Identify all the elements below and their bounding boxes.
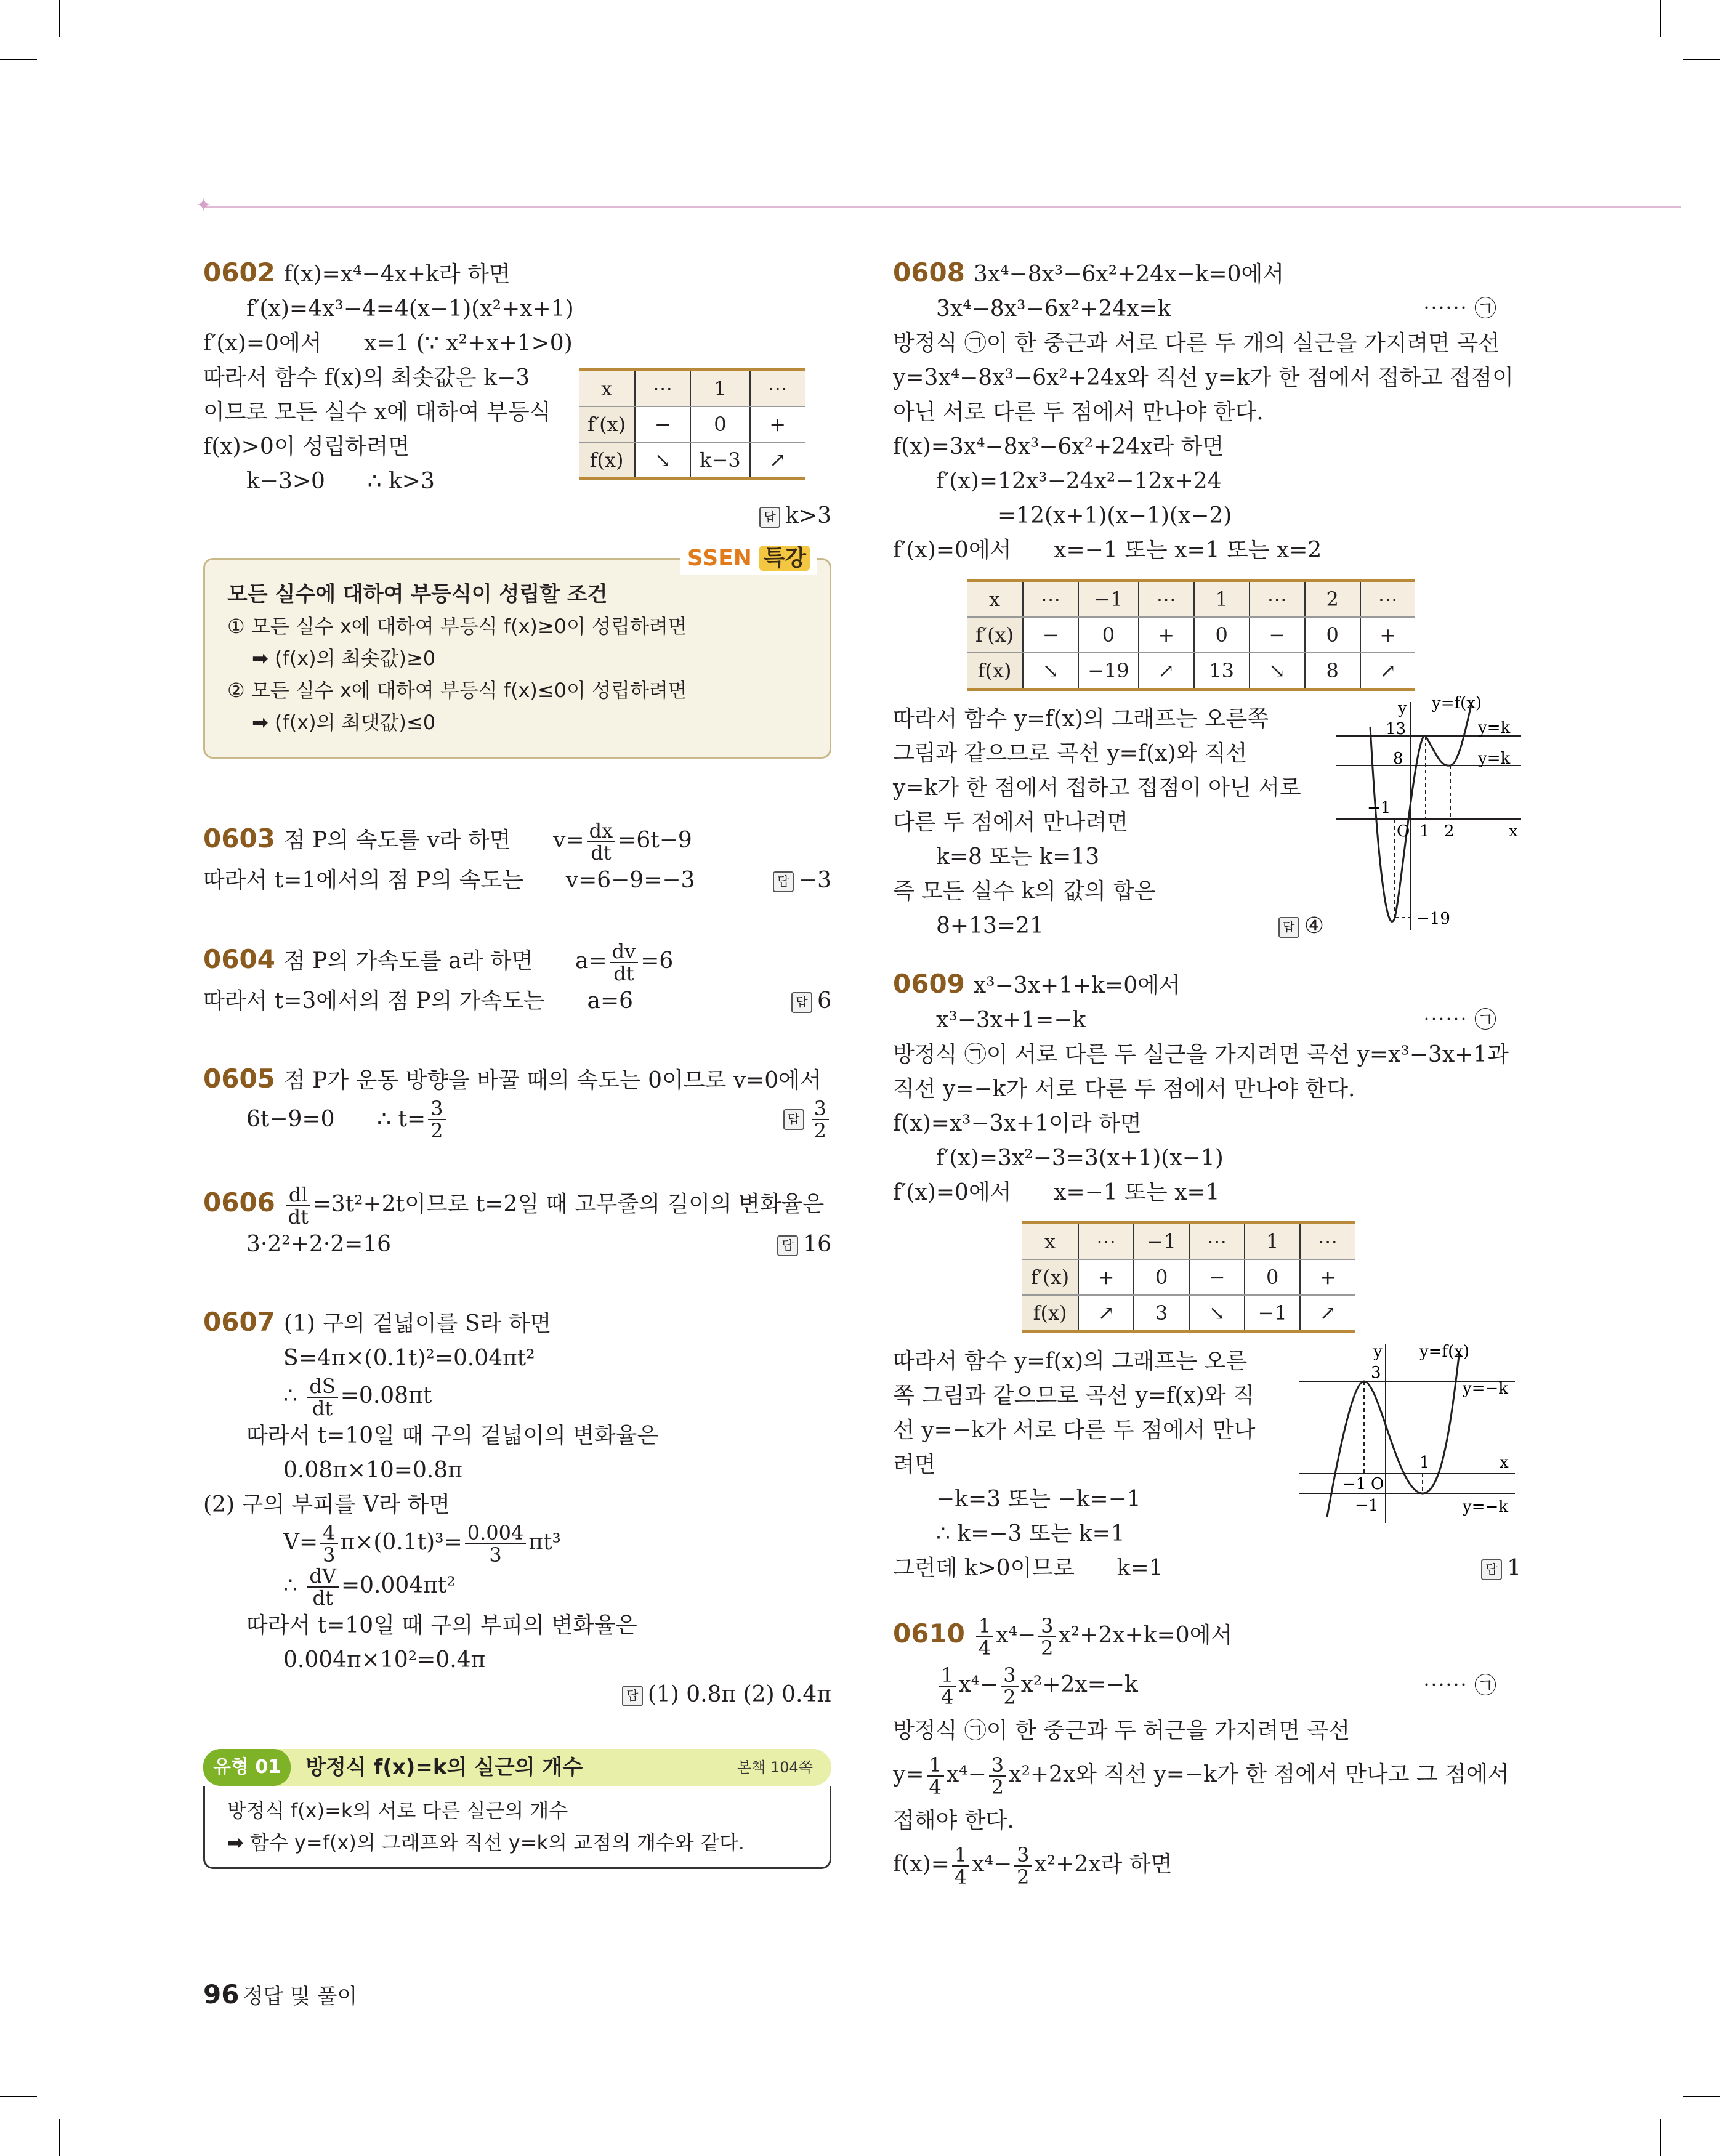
line: f′(x)=3x²−3=3(x+1)(x−1): [936, 1145, 1224, 1171]
answer-value: (1) 0.8π (2) 0.4π: [647, 1682, 831, 1707]
line: −k=3 또는 −k=−1: [936, 1487, 1141, 1512]
graph-0608: [1324, 690, 1527, 936]
line: f(x)=3x⁴−8x³−6x²+24x라 하면: [893, 434, 1224, 459]
line: f′(x)=4x³−4=4(x−1)(x²+x+1): [246, 296, 574, 321]
answer: [203, 1678, 831, 1712]
line: f(x)=x³−3x+1이라 하면: [893, 1111, 1142, 1136]
crop-mark: [0, 2096, 37, 2097]
problem-0607: 0607 (1) 구의 겉넓이를 S라 하면 S=4π×(0.1t)²=0.04πt² ∴ $\frac{dS}{dt}$ =0.08πt 따라서 t=10일 때 구의 겉넓이의 변화율은 0.08π×10=0.8π (2) 구의 부피를 V라 하면 V= $\frac{4}{3}$ π×(0.1t)³= $\frac{0.004}{3}$ πt³ ∴ $\frac{dV}{dt}$ =0.004πt² 따라서 t=10일 때 구의 부피의 변화율은 0.004π×10²=0.4π 답 (1) 0.8π (2) 0.4π: [203, 1305, 831, 1712]
line: 3·2²+2·2=16: [246, 1232, 392, 1257]
line: 그림과 같으므로 곡선 y=f(x)와 직선: [893, 741, 1248, 766]
crop-mark: [59, 0, 60, 37]
line: 0.004π×10²=0.4π: [283, 1647, 486, 1673]
answer-icon: 답: [777, 1235, 798, 1256]
label-x1: 1: [1419, 1453, 1430, 1472]
label-yk1: y=−k: [1463, 1379, 1509, 1398]
footer-label: 정답 및 풀이: [243, 1984, 358, 2009]
problem-number: 0607: [203, 1307, 275, 1337]
line: 방정식 ㉠이 서로 다른 두 실근을 가지려면 곡선 y=x³−3x+1과: [893, 1042, 1509, 1067]
line: 아닌 서로 다른 두 점에서 만나야 한다.: [893, 400, 1264, 425]
sen-badge: SSEN 특강: [680, 543, 817, 575]
line: 따라서 t=3에서의 점 P의 가속도는 a=6: [203, 988, 634, 1014]
line: f′(x)=0에서 x=−1 또는 x=1: [893, 1180, 1220, 1205]
line: 따라서 함수 f(x)의 최솟값은 k−3: [203, 365, 530, 390]
line: f′(x)=0에서 x=−1 또는 x=1 또는 x=2: [893, 538, 1322, 563]
label-y: y: [1398, 699, 1407, 717]
label-x2: 2: [1444, 822, 1455, 841]
type-desc: [203, 1786, 831, 1869]
label-x1: 1: [1419, 822, 1430, 841]
line: ∴ k=−3 또는 k=1: [936, 1521, 1125, 1546]
answer-value: k>3: [785, 503, 831, 528]
answer-icon: 답: [622, 1686, 643, 1706]
line: k−3>0 ∴ k>3: [246, 469, 435, 494]
line: k=8 또는 k=13: [936, 844, 1100, 870]
label-fn: y=f(x): [1432, 694, 1482, 713]
label-yk2: y=k: [1478, 749, 1511, 768]
problem-number: 0610: [893, 1618, 965, 1649]
answer-value: 6: [817, 988, 831, 1014]
problem-number: 0603: [203, 823, 275, 854]
label-fn: y=f(x): [1419, 1342, 1470, 1361]
header-rule: [203, 206, 1681, 208]
problem-0606: 0606 $\frac{dl}{dt}$ =3t²+2t이므로 t=2일 때 고무줄의 길이의 변화율은 3·2²+2·2=16 답 16: [203, 1184, 831, 1262]
type-section: [203, 1749, 831, 1869]
label-m1: −1: [1342, 1475, 1367, 1493]
left-column: [203, 256, 831, 1869]
answer-icon: 답: [759, 507, 780, 528]
answer-value: 1: [1507, 1556, 1521, 1581]
line: (2) 구의 부피를 V라 하면: [203, 1492, 450, 1517]
line: f(x)=x⁴−4x+k라 하면: [283, 262, 511, 287]
label-y: y: [1373, 1342, 1383, 1361]
type-desc-line: 방정식 f(x)=k의 서로 다른 실근의 개수: [227, 1799, 568, 1822]
line: 그런데 k>0이므로 k=1: [893, 1556, 1163, 1581]
line: 따라서 함수 y=f(x)의 그래프는 오른쪽: [893, 706, 1269, 732]
problem-number: 0606: [203, 1187, 275, 1217]
variation-table: x ⋯ 1 ⋯ f′(x) − 0 + f(x) ↘ k−3 ↗: [579, 368, 805, 480]
type-badge: 유형 01: [203, 1749, 291, 1786]
line: 방정식 ㉠이 한 중근과 두 허근을 가지려면 곡선: [893, 1718, 1351, 1743]
problem-number: 0605: [203, 1064, 275, 1094]
type-desc-line: ➡ 함수 y=f(x)의 그래프와 직선 y=k의 교점의 개수와 같다.: [227, 1831, 745, 1854]
crop-mark: [1660, 0, 1661, 37]
answer-icon: 답: [791, 992, 812, 1013]
line: 즉 모든 실수 k의 값의 합은: [893, 879, 1156, 904]
answer-value: 16: [803, 1232, 831, 1257]
label-3: 3: [1371, 1363, 1381, 1382]
variation-table: x ⋯ −1 ⋯ 1 ⋯ f′(x) + 0 − 0 + f(x) ↗ 3 ↘ −1 ↗: [1022, 1221, 1355, 1333]
line: f′(x)=12x³−24x²−12x+24: [936, 469, 1222, 494]
graph-0609: [1293, 1332, 1521, 1535]
line: 0.08π×10=0.8π: [283, 1458, 462, 1483]
answer-icon: 답: [783, 1109, 804, 1130]
line: 따라서 t=10일 때 구의 겉넓이의 변화율은: [246, 1423, 659, 1448]
right-column: [893, 256, 1521, 1888]
crop-mark: [1683, 2096, 1720, 2097]
line: 6t−9=0 ∴ t=: [246, 1107, 426, 1132]
page-footer: [203, 1979, 357, 2009]
label-x: x: [1509, 822, 1518, 841]
problem-0602: [203, 256, 831, 533]
label-ym1: −1: [1355, 1496, 1379, 1515]
line: 다른 두 점에서 만나려면: [893, 810, 1129, 835]
line: 접해야 한다.: [893, 1808, 1014, 1833]
line: f(x)>0이 성립하려면: [203, 434, 410, 459]
line: 이므로 모든 실수 x에 대하여 부등식: [203, 400, 551, 425]
line: 방정식 ㉠이 한 중근과 서로 다른 두 개의 실근을 가지려면 곡선: [893, 331, 1500, 356]
line: 직선 y=−k가 서로 다른 두 점에서 만나야 한다.: [893, 1076, 1355, 1102]
type-bar: [203, 1749, 831, 1786]
problem-number: 0608: [893, 257, 965, 288]
crop-mark: [1683, 59, 1720, 60]
tip-line: ② 모든 실수 x에 대하여 부등식 f(x)≤0이 성립하려면: [227, 679, 687, 702]
page-number: 96: [203, 1979, 240, 2009]
problem-0608: 0608 3x⁴−8x³−6x²+24x−k=0에서 3x⁴−8x³−6x²+24x=k ⋯⋯ ㉠ 방정식 ㉠이 한 중근과 서로 다른 두 개의 실근을 가지려면 곡선 y=3x⁴−8x³−6x²+24x와 직선 y=k가 한 점에서 접하고 접점이 아닌 서로 다른 두 점에서 만나야 한다. f(x)=3x⁴−8x³−6x²+24x라 하면 f′(x)=12x³−24x²−12x+24 =12(x+1)(x−1)(x−2) f′(x)=0에서 x=−1 또는 x=1 또는 x=2 x ⋯ −1 ⋯ 1 ⋯ 2 ⋯ f′(x) − 0 + 0 − 0 + f(x) ↘ −19 ↗ 13 ↘ 8 ↗ 따라서 함수 y=f(x)의 그래프는 오른쪽 그림과 같으므로 곡선 y=f(x)와 직선 y=k가 한 점에서 접하고 접점이 아닌 서로 다른 두 점에서 만나려면 k=8 또는 k=13 즉 모든 실수 k의 값의 합은 8+13=21 답 ④ y y=f(x) y=k y=k 13 8 −1 O 1 2 x −19: [893, 256, 1521, 948]
line: y=3x⁴−8x³−6x²+24x와 직선 y=k가 한 점에서 접하고 접점이: [893, 365, 1514, 390]
line: 쪽 그림과 같으므로 곡선 y=f(x)와 직: [893, 1383, 1254, 1408]
header-star-icon: ✦: [196, 195, 212, 216]
label-m19: −19: [1416, 910, 1450, 928]
label-13: 13: [1386, 720, 1407, 738]
answer-value: −3: [798, 868, 831, 893]
line: f′(x)=0에서 x=1 (∵ x²+x+1>0): [203, 331, 573, 356]
line: 따라서 t=10일 때 구의 부피의 변화율은: [246, 1613, 637, 1638]
line: =12(x+1)(x−1)(x−2): [998, 503, 1232, 528]
answer-icon: 답: [1481, 1559, 1502, 1580]
line: 따라서 함수 y=f(x)의 그래프는 오른: [893, 1349, 1248, 1374]
answer-icon: 답: [773, 871, 794, 892]
problem-number: 0604: [203, 944, 275, 974]
label-x: x: [1500, 1453, 1509, 1472]
tip-line: ➡ (f(x)의 최댓값)≤0: [252, 711, 436, 734]
crop-mark: [0, 59, 37, 60]
answer-value: ④: [1304, 913, 1324, 939]
line: S=4π×(0.1t)²=0.04πt²: [283, 1346, 535, 1371]
label-yk2: y=−k: [1463, 1498, 1509, 1516]
problem-0604: 0604 점 P의 가속도를 a라 하면 a= $\frac{dv}{dt}$ =6 따라서 t=3에서의 점 P의 가속도는 a=6 답 6: [203, 941, 831, 1019]
problem-0603: 0603 점 P의 속도를 v라 하면 v= $\frac{dx}{dt}$ =6t−9 따라서 t=1에서의 점 P의 속도는 v=6−9=−3 답 −3: [203, 820, 831, 898]
problem-0609: 0609 x³−3x+1+k=0에서 x³−3x+1=−k ⋯⋯ ㉠ 방정식 ㉠이 서로 다른 두 실근을 가지려면 곡선 y=x³−3x+1과 직선 y=−k가 서로 다른 두 점에서 만나야 한다. f(x)=x³−3x+1이라 하면 f′(x)=3x²−3=3(x+1)(x−1) f′(x)=0에서 x=−1 또는 x=1 x ⋯ −1 ⋯ 1 ⋯ f′(x) + 0 − 0 + f(x) ↗ 3 ↘ −1 ↗ 따라서 함수 y=f(x)의 그래프는 오른 쪽 그림과 같으므로 곡선 y=f(x)와 직 선 y=−k가 서로 다른 두 점에서 만나 려면 −k=3 또는 −k=−1 ∴ k=−3 또는 k=1 그런데 k>0이므로 k=1 답 1 y y=f(x) y=−k y=−k 3 −1 O 1 −1 x: [893, 967, 1521, 1591]
tip-line: ① 모든 실수 x에 대하여 부등식 f(x)≥0이 성립하려면: [227, 615, 687, 638]
label-m1: −1: [1367, 799, 1391, 817]
type-ref: 본책 104쪽: [737, 1759, 813, 1776]
problem-number: 0609: [893, 969, 965, 999]
variation-table: x ⋯ −1 ⋯ 1 ⋯ 2 ⋯ f′(x) − 0 + 0 − 0 + f(x) ↘ −19 ↗ 13 ↘ 8 ↗: [967, 579, 1415, 691]
crop-mark: [1660, 2119, 1661, 2156]
label-yk1: y=k: [1478, 719, 1511, 737]
tip-box: [203, 546, 831, 759]
problem-0605: 0605 점 P가 운동 방향을 바꿀 때의 속도는 0이므로 v=0에서 6t−9=0 ∴ t= $\frac{3}{2}$ 답 $\frac{3}{2}$: [203, 1062, 831, 1141]
line: y=k가 한 점에서 접하고 접점이 아닌 서로: [893, 775, 1301, 801]
line: 선 y=−k가 서로 다른 두 점에서 만나: [893, 1418, 1256, 1443]
problem-0610: 0610 $\frac{1}{4}$ x⁴− $\frac{3}{2}$ x²+2x+k=0에서 $\frac{1}{4}$ x⁴− $\frac{3}{2}$ x²+2x=−k ⋯⋯ ㉠ 방정식 ㉠이 한 중근과 두 허근을 가지려면 곡선 y= $\frac{1}{4}$ x⁴− $\frac{3}{2}$ x²+2x와 직선 y=−k가 한 점에서 만나고 그 점에서 접해야 한다. f(x)= $\frac{1}{4}$ x⁴− $\frac{3}{2}$ x²+2x라 하면: [893, 1615, 1521, 1888]
answer: [203, 499, 831, 533]
answer-icon: 답: [1278, 917, 1299, 938]
problem-number: 0602: [203, 257, 275, 288]
label-o: O: [1397, 822, 1410, 841]
crop-mark: [59, 2119, 60, 2156]
type-title: 방정식 f(x)=k의 실근의 개수: [305, 1755, 583, 1780]
line: 려면: [893, 1452, 936, 1477]
tip-line: ➡ (f(x)의 최솟값)≥0: [252, 647, 436, 670]
label-8: 8: [1393, 749, 1403, 768]
tip-title: 모든 실수에 대하여 부등식이 성립할 조건: [227, 582, 608, 607]
line: 따라서 t=1에서의 점 P의 속도는 v=6−9=−3: [203, 868, 695, 893]
label-o: O: [1371, 1475, 1384, 1493]
